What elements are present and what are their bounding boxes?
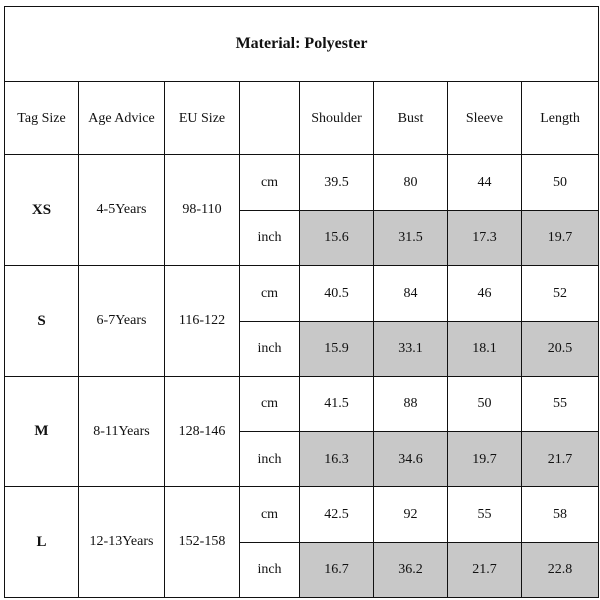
table-row [5,487,599,543]
header-eu-size: EU Size [165,82,240,155]
header-unit [240,82,300,155]
bust-cell: 31.5 [374,211,448,266]
length-cell: 22.8 [522,543,599,598]
sleeve-cell: 19.7 [448,432,522,487]
header-shoulder: Shoulder [300,82,374,155]
eu-size-cell: 128-146 [165,376,240,487]
tag-size-cell: S [5,265,79,376]
length-cell: 20.5 [522,321,599,376]
age-advice-cell: 12-13Years [79,487,165,598]
length-cell: 52 [522,265,599,321]
length-cell: 55 [522,376,599,432]
age-advice-cell: 8-11Years [79,376,165,487]
eu-size-cell: 116-122 [165,265,240,376]
table-title: Material: Polyester [5,7,599,82]
unit-cell: cm [240,487,300,543]
sleeve-cell: 55 [448,487,522,543]
title-row [5,7,599,82]
header-tag-size: Tag Size [5,82,79,155]
table-row [5,155,599,211]
shoulder-cell: 16.7 [300,543,374,598]
unit-cell: cm [240,376,300,432]
shoulder-cell: 40.5 [300,265,374,321]
bust-cell: 80 [374,155,448,211]
bust-cell: 92 [374,487,448,543]
length-cell: 19.7 [522,211,599,266]
bust-cell: 36.2 [374,543,448,598]
bust-cell: 84 [374,265,448,321]
unit-cell: inch [240,432,300,487]
bust-cell: 33.1 [374,321,448,376]
header-age-advice: Age Advice [79,82,165,155]
shoulder-cell: 41.5 [300,376,374,432]
unit-cell: inch [240,211,300,266]
unit-cell: cm [240,265,300,321]
header-bust: Bust [374,82,448,155]
length-cell: 21.7 [522,432,599,487]
sleeve-cell: 46 [448,265,522,321]
shoulder-cell: 15.9 [300,321,374,376]
header-row [5,82,599,155]
age-advice-cell: 4-5Years [79,155,165,266]
length-cell: 50 [522,155,599,211]
eu-size-cell: 152-158 [165,487,240,598]
sleeve-cell: 17.3 [448,211,522,266]
unit-cell: inch [240,543,300,598]
bust-cell: 88 [374,376,448,432]
unit-cell: inch [240,321,300,376]
tag-size-cell: XS [5,155,79,266]
eu-size-cell: 98-110 [165,155,240,266]
length-cell: 58 [522,487,599,543]
shoulder-cell: 15.6 [300,211,374,266]
tag-size-cell: L [5,487,79,598]
tag-size-cell: M [5,376,79,487]
header-sleeve: Sleeve [448,82,522,155]
size-chart-table [4,6,599,598]
sleeve-cell: 44 [448,155,522,211]
shoulder-cell: 42.5 [300,487,374,543]
sleeve-cell: 21.7 [448,543,522,598]
sleeve-cell: 18.1 [448,321,522,376]
header-length: Length [522,82,599,155]
table-row [5,265,599,321]
shoulder-cell: 39.5 [300,155,374,211]
unit-cell: cm [240,155,300,211]
shoulder-cell: 16.3 [300,432,374,487]
bust-cell: 34.6 [374,432,448,487]
age-advice-cell: 6-7Years [79,265,165,376]
sleeve-cell: 50 [448,376,522,432]
table-row [5,376,599,432]
